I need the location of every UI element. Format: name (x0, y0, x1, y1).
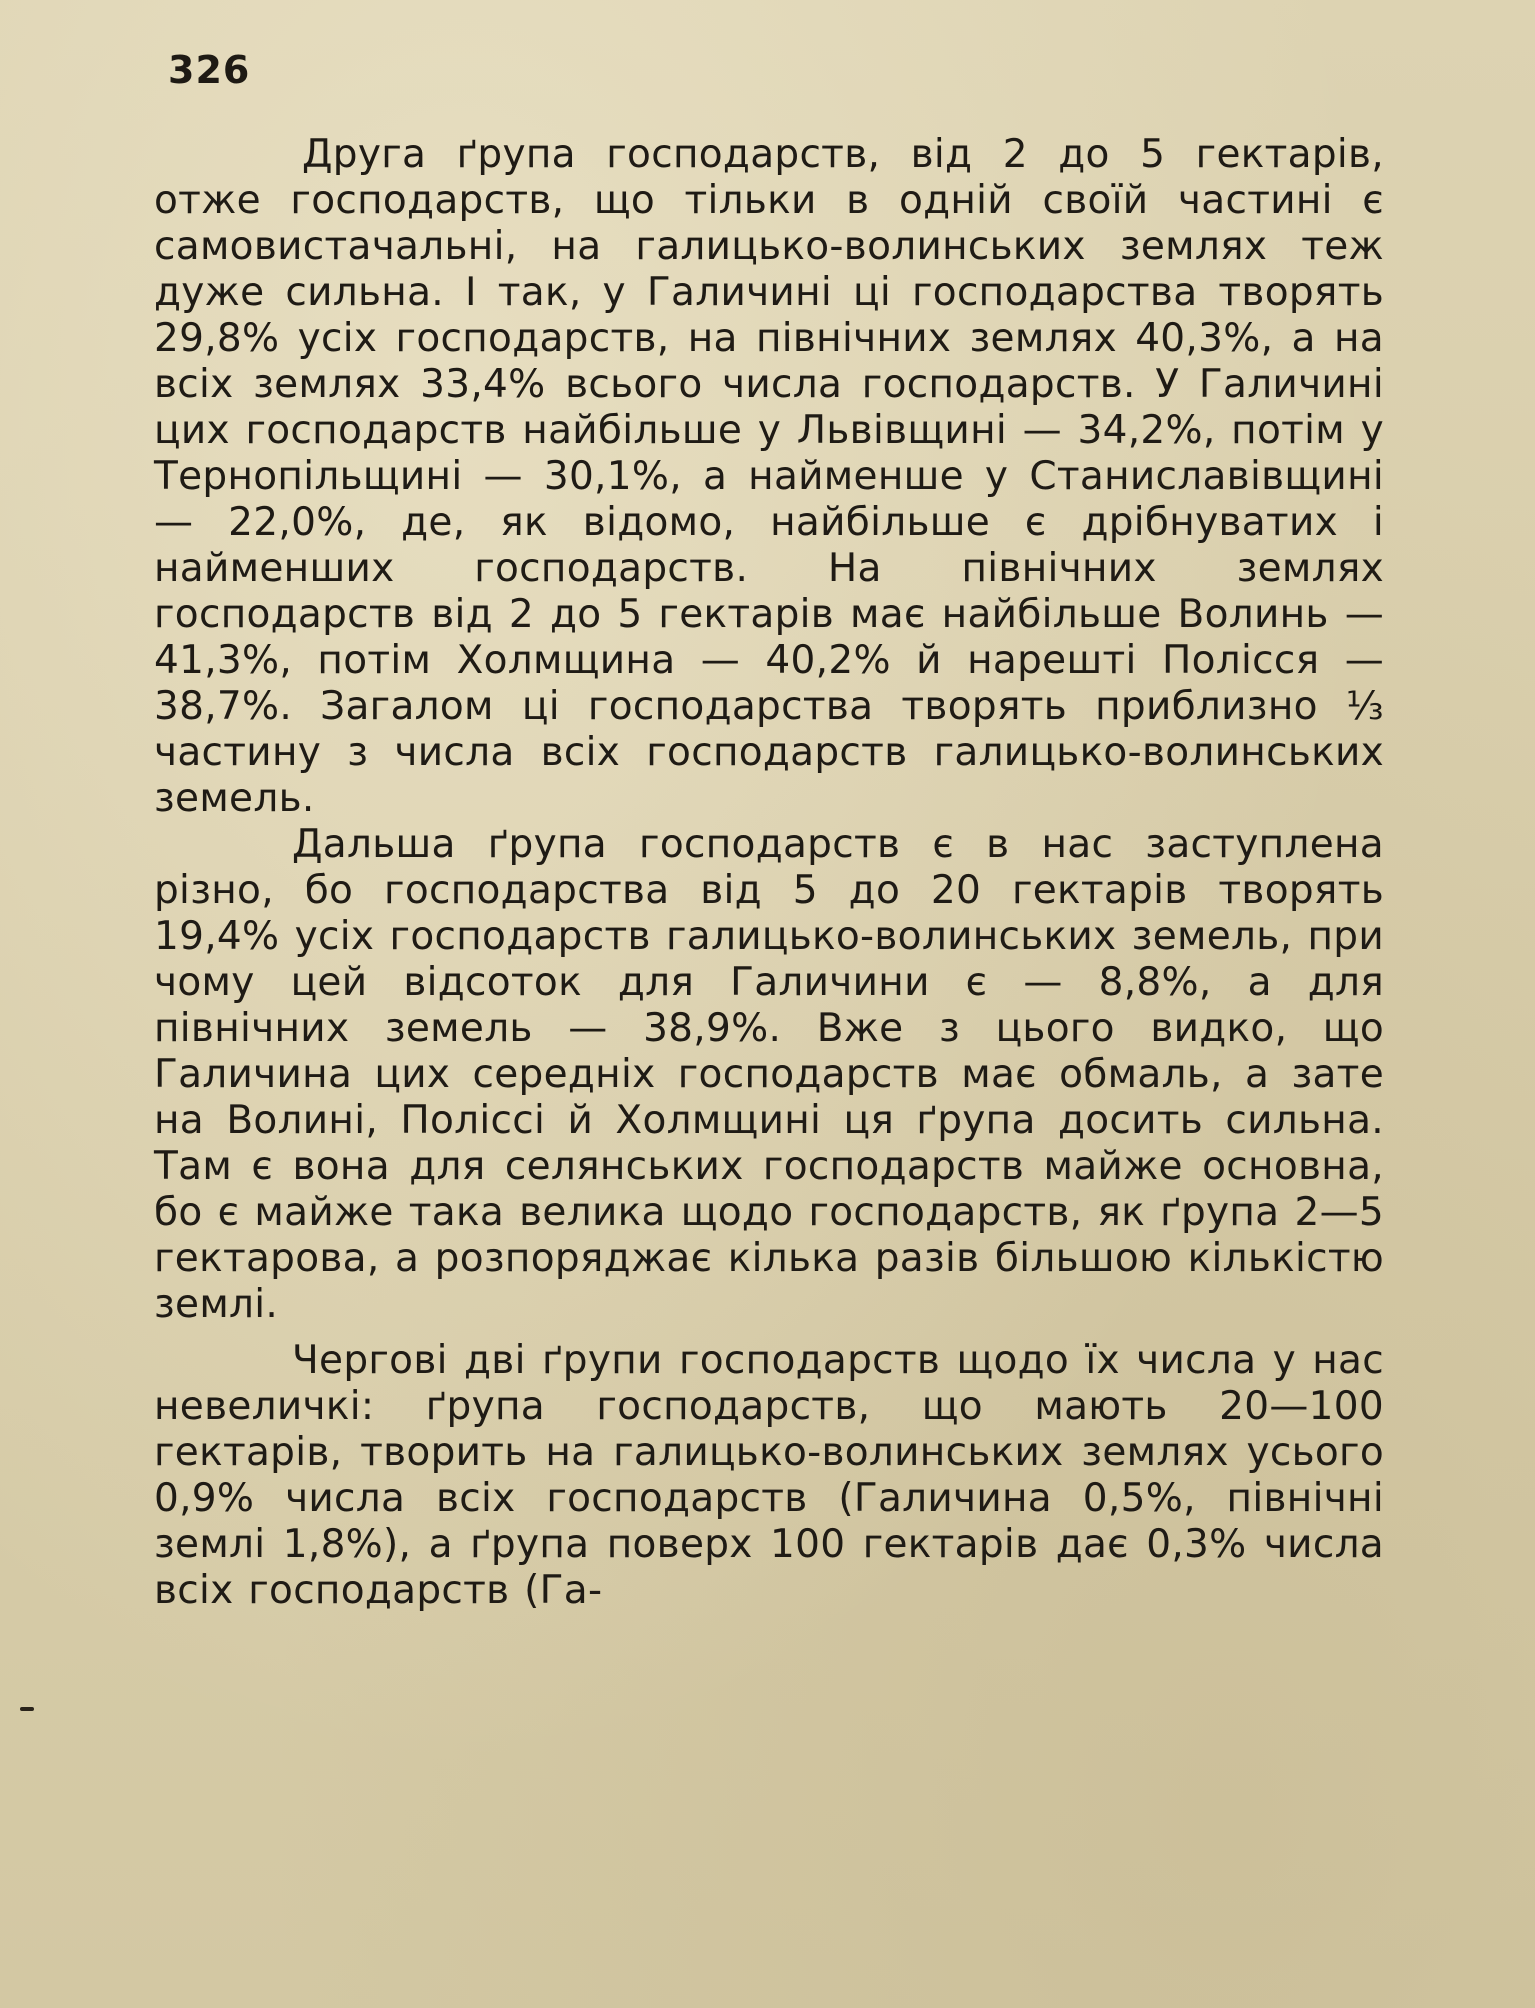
page-body (154, 132, 1384, 1614)
margin-mark (20, 1707, 34, 1711)
paragraph-1: Друга ґрупа господарств, від 2 до 5 гектарів, отже господарств, що тільки в одній своїй частині є самовистачальні, на галицько-волинських землях теж дуже сильна. І так, у Галичині ці господарства творять 29,8% усіх господарств, на північних землях 40,3%, а на всіх землях 33,4% всього числа господарств. У Галичині цих господарств найбільше у Львівщині — 34,2%, потім у Тернопільщині — 30,1%, а найменше у Станиславівщині — 22,0%, де, як відомо, найбільше є дрібнуватих і найменших господарств. На північних землях господарств від 2 до 5 гектарів має найбільше Волинь — 41,3%, потім Холмщина — 40,2% й нарешті Полісся — 38,7%. Загалом ці господарства творять приблизно ⅓ частину з числа всіх господарств галицько-волинських земель. (154, 132, 1384, 821)
page-number: 326 (168, 48, 251, 92)
paragraph-2: Дальша ґрупа господарств є в нас заступлена різно, бо господарства від 5 до 20 гектарів творять 19,4% усіх господарств галицько-волинських земель, при чому цей відсоток для Галичини є — 8,8%, а для північних земель — 38,9%. Вже з цього видко, що Галичина цих середніх господарств має обмаль, а зате на Волині, Поліссі й Холмщині ця ґрупа досить сильна. Там є вона для селянських господарств майже основна, бо є майже така велика щодо господарств, як ґрупа 2—5 гектарова, а розпоряджає кілька разів більшою кількістю землі. (154, 822, 1384, 1327)
paragraph-3: Чергові дві ґрупи господарств щодо їх числа у нас невеличкі: ґрупа господарств, що мають 20—100 гектарів, творить на галицько-волинських землях усього 0,9% числа всіх господарств (Галичина 0,5%, північні землі 1,8%), а ґрупа поверх 100 гектарів дає 0,3% числа всіх господарств (Га- (154, 1338, 1384, 1613)
